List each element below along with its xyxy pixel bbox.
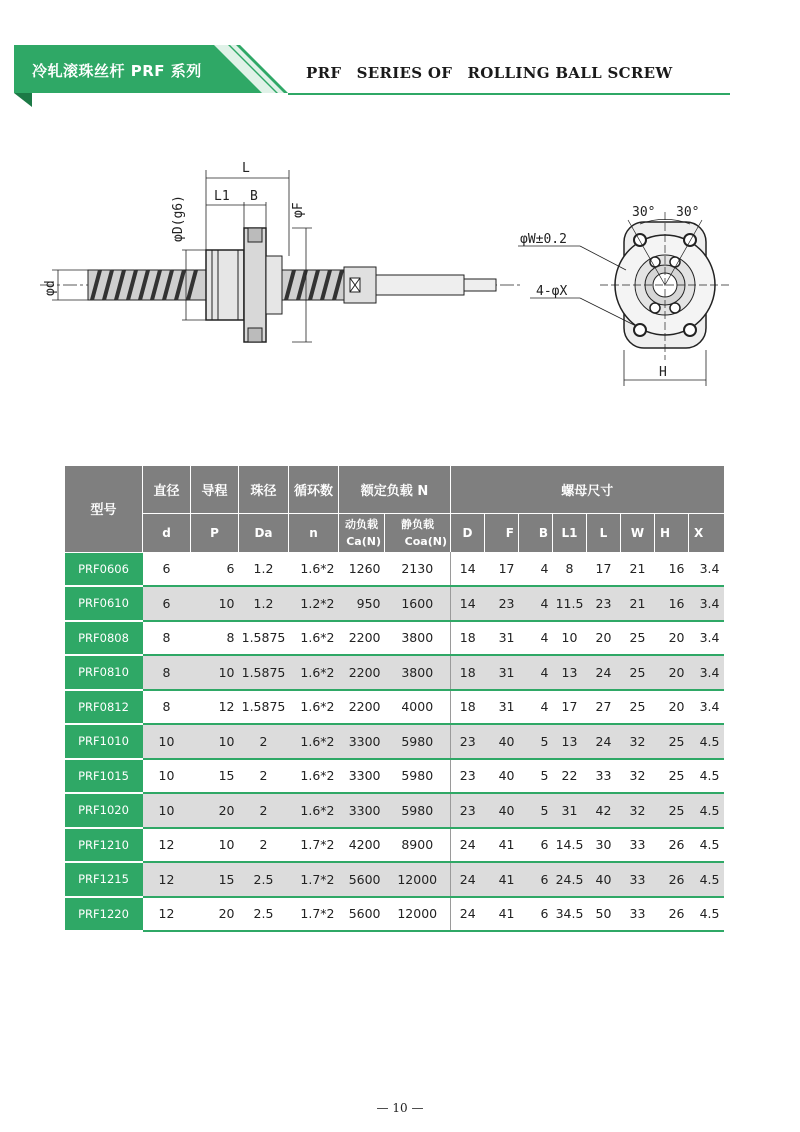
cell-ca: 2200 [339,655,385,690]
cell-w: 32 [621,793,655,828]
cell-b: 4 [519,621,553,656]
header-model: 型号 [65,466,143,552]
cell-l: 24 [587,655,621,690]
cell-p: 10 [191,655,239,690]
cell-w: 25 [621,621,655,656]
cell-d: 6 [143,586,191,621]
cell-x: 3.4 [689,586,724,621]
cell-f: 40 [485,724,519,759]
cell-da: 2 [239,828,289,863]
cell-b: 6 [519,862,553,897]
table-row [65,759,724,794]
cell-d: 10 [143,793,191,828]
cell-n: 1.7*2 [289,862,339,897]
cell-model: PRF0810 [65,655,143,690]
dim-label-phid: φd [43,280,58,296]
spec-table [64,466,724,932]
cell-x: 3.4 [689,690,724,725]
cell-d: 23 [451,759,485,794]
cell-da: 2.5 [239,897,289,932]
cell-h: 16 [655,586,689,621]
cell-h: 26 [655,862,689,897]
header-nut-dims: 螺母尺寸 [451,466,724,514]
cell-model: PRF0808 [65,621,143,656]
cell-b: 4 [519,586,553,621]
header-ball-dia: 珠径 [239,466,289,514]
cell-n: 1.6*2 [289,655,339,690]
cell-h: 20 [655,621,689,656]
cell-x: 4.5 [689,897,724,932]
cell-n: 1.2*2 [289,586,339,621]
cell-l: 50 [587,897,621,932]
table-row [65,828,724,863]
cell-ca: 950 [339,586,385,621]
cell-f: 41 [485,828,519,863]
table-row [65,897,724,932]
cell-w: 33 [621,897,655,932]
cell-h: 16 [655,552,689,586]
cell-l1: 11.5 [553,586,587,621]
cell-da: 1.2 [239,552,289,586]
subheader-L: L [587,514,621,553]
cell-l: 23 [587,586,621,621]
cell-ca: 1260 [339,552,385,586]
cell-d: 18 [451,690,485,725]
cell-coa: 3800 [385,655,451,690]
cell-d: 24 [451,897,485,932]
cell-w: 32 [621,724,655,759]
dim-label-B: B [250,189,258,204]
cell-n: 1.6*2 [289,690,339,725]
subheader-D: D [451,514,485,553]
cell-da: 2.5 [239,862,289,897]
cell-coa: 5980 [385,793,451,828]
dim-label-holes: 4-φX [536,284,568,299]
cell-n: 1.6*2 [289,759,339,794]
cell-w: 21 [621,586,655,621]
cell-model: PRF1020 [65,793,143,828]
cell-d: 12 [143,897,191,932]
cell-da: 2 [239,724,289,759]
cell-d: 18 [451,621,485,656]
cell-h: 20 [655,690,689,725]
cell-x: 3.4 [689,621,724,656]
cell-w: 32 [621,759,655,794]
header-diameter: 直径 [143,466,191,514]
cell-x: 4.5 [689,828,724,863]
cell-b: 4 [519,655,553,690]
cell-n: 1.6*2 [289,552,339,586]
header-title-cn: 冷轧滚珠丝杆 PRF 系列 [32,62,202,80]
cell-p: 12 [191,690,239,725]
cell-da: 1.5875 [239,655,289,690]
cell-w: 25 [621,690,655,725]
subheader-d: d [143,514,191,553]
cell-p: 10 [191,724,239,759]
cell-x: 4.5 [689,793,724,828]
cell-ca: 3300 [339,793,385,828]
cell-f: 41 [485,897,519,932]
page-number: — 10 — [376,1101,424,1115]
cell-coa: 3800 [385,621,451,656]
cell-f: 31 [485,690,519,725]
ball-screw-drawing [0,150,800,400]
cell-l: 42 [587,793,621,828]
cell-coa: 5980 [385,724,451,759]
subheader-L1: L1 [553,514,587,553]
dim-label-phiW: φW±0.2 [520,232,567,247]
cell-l1: 8 [553,552,587,586]
cell-l1: 22 [553,759,587,794]
cell-f: 31 [485,655,519,690]
cell-b: 6 [519,828,553,863]
cell-coa: 12000 [385,862,451,897]
table-row [65,862,724,897]
cell-x: 3.4 [689,552,724,586]
cell-l1: 13 [553,655,587,690]
cell-da: 1.2 [239,586,289,621]
table-row [65,793,724,828]
table-row [65,586,724,621]
subheader-static-label: 静负载 [401,518,434,531]
cell-b: 5 [519,759,553,794]
cell-model: PRF0812 [65,690,143,725]
subheader-W: W [621,514,655,553]
header-lead: 导程 [191,466,239,514]
cell-l: 27 [587,690,621,725]
cell-n: 1.6*2 [289,621,339,656]
cell-p: 20 [191,897,239,932]
cell-da: 1.5875 [239,690,289,725]
cell-l: 40 [587,862,621,897]
dim-label-H: H [659,365,667,380]
cell-p: 10 [191,828,239,863]
spec-table-body [65,552,724,931]
cell-l1: 31 [553,793,587,828]
dim-label-phiF: φF [291,202,306,218]
subheader-H: H [655,514,689,553]
cell-d: 23 [451,724,485,759]
table-row [65,724,724,759]
cell-l: 24 [587,724,621,759]
cell-f: 41 [485,862,519,897]
cell-coa: 8900 [385,828,451,863]
cell-h: 20 [655,655,689,690]
cell-w: 33 [621,828,655,863]
cell-h: 25 [655,793,689,828]
dim-label-phiD: φD(g6) [171,195,186,242]
cell-d: 6 [143,552,191,586]
cell-p: 20 [191,793,239,828]
cell-b: 5 [519,724,553,759]
cell-n: 1.7*2 [289,828,339,863]
cell-x: 4.5 [689,759,724,794]
cell-f: 17 [485,552,519,586]
cell-x: 4.5 [689,724,724,759]
cell-l1: 14.5 [553,828,587,863]
cell-p: 15 [191,759,239,794]
subheader-dynamic-label: 动负载 [345,518,378,531]
cell-b: 4 [519,690,553,725]
cell-f: 31 [485,621,519,656]
cell-d: 12 [143,862,191,897]
subheader-da: Da [239,514,289,553]
cell-d: 12 [143,828,191,863]
cell-d: 24 [451,862,485,897]
table-row [65,690,724,725]
cell-ca: 2200 [339,621,385,656]
header-rated-load: 额定负载 N [339,466,451,514]
cell-d: 10 [143,724,191,759]
cell-coa: 12000 [385,897,451,932]
dim-label-angle-left: 30° [632,205,656,220]
cell-l: 30 [587,828,621,863]
cell-l1: 10 [553,621,587,656]
cell-model: PRF1215 [65,862,143,897]
cell-coa: 2130 [385,552,451,586]
subheader-B: B [519,514,553,553]
cell-d: 8 [143,621,191,656]
cell-n: 1.7*2 [289,897,339,932]
cell-d: 14 [451,586,485,621]
cell-ca: 5600 [339,862,385,897]
cell-n: 1.6*2 [289,724,339,759]
cell-w: 33 [621,862,655,897]
cell-h: 25 [655,724,689,759]
cell-n: 1.6*2 [289,793,339,828]
dim-label-angle-right: 30° [676,205,700,220]
cell-l1: 13 [553,724,587,759]
cell-d: 10 [143,759,191,794]
cell-x: 4.5 [689,862,724,897]
cell-l: 17 [587,552,621,586]
header-circuits: 循环数 [289,466,339,514]
cell-h: 26 [655,897,689,932]
cell-da: 2 [239,759,289,794]
cell-b: 6 [519,897,553,932]
cell-ca: 2200 [339,690,385,725]
cell-h: 25 [655,759,689,794]
subheader-F: F [485,514,519,553]
table-row [65,621,724,656]
subheader-n: n [289,514,339,553]
cell-w: 21 [621,552,655,586]
subheader-static-unit: Coa(N) [404,535,447,548]
cell-ca: 3300 [339,724,385,759]
dim-label-L1: L1 [214,189,230,204]
cell-model: PRF0610 [65,586,143,621]
subheader-X: X [689,514,724,553]
table-row [65,655,724,690]
cell-l1: 34.5 [553,897,587,932]
cell-f: 23 [485,586,519,621]
cell-model: PRF1015 [65,759,143,794]
header-title-en: PRF SERIES OF ROLLING BALL SCREW [306,64,673,82]
cell-p: 15 [191,862,239,897]
cell-b: 5 [519,793,553,828]
cell-f: 40 [485,793,519,828]
cell-coa: 1600 [385,586,451,621]
cell-da: 2 [239,793,289,828]
cell-da: 1.5875 [239,621,289,656]
dim-label-L: L [242,161,250,176]
cell-d: 24 [451,828,485,863]
cell-model: PRF1210 [65,828,143,863]
cell-coa: 5980 [385,759,451,794]
cell-coa: 4000 [385,690,451,725]
cell-b: 4 [519,552,553,586]
cell-d: 8 [143,690,191,725]
subheader-static-load [385,514,451,553]
cell-model: PRF1010 [65,724,143,759]
table-row [65,552,724,586]
cell-l1: 17 [553,690,587,725]
cell-l1: 24.5 [553,862,587,897]
subheader-dynamic-load [339,514,385,553]
cell-ca: 5600 [339,897,385,932]
cell-model: PRF1220 [65,897,143,932]
cell-f: 40 [485,759,519,794]
cell-d: 14 [451,552,485,586]
cell-h: 26 [655,828,689,863]
cell-model: PRF0606 [65,552,143,586]
cell-d: 18 [451,655,485,690]
header-divider [288,93,730,95]
subheader-p: P [191,514,239,553]
cell-p: 6 [191,552,239,586]
cell-w: 25 [621,655,655,690]
cell-p: 10 [191,586,239,621]
cell-d: 8 [143,655,191,690]
cell-ca: 3300 [339,759,385,794]
cell-ca: 4200 [339,828,385,863]
cell-l: 33 [587,759,621,794]
cell-d: 23 [451,793,485,828]
cell-x: 3.4 [689,655,724,690]
cell-p: 8 [191,621,239,656]
subheader-dynamic-unit: Ca(N) [346,535,381,548]
cell-l: 20 [587,621,621,656]
